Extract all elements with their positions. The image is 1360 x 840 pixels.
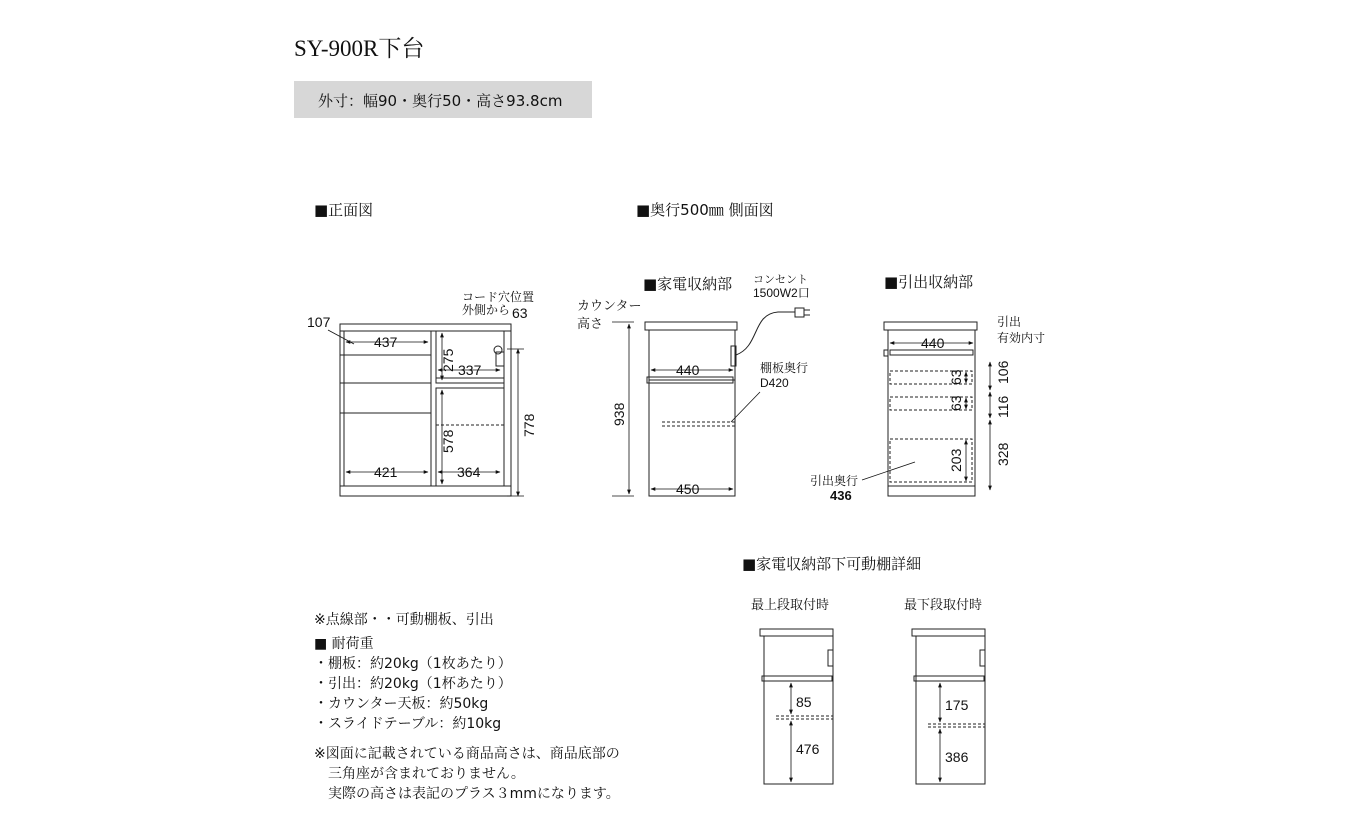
dim-778: 778	[521, 413, 537, 437]
dim-275: 275	[440, 348, 456, 372]
drawer-labels	[810, 314, 1045, 503]
shelf-detail-bottom-labels	[945, 697, 969, 765]
dim-450: 450	[676, 481, 700, 497]
drawer-section-heading: ■引出収納部	[884, 273, 974, 291]
drawer-depth-label: 引出奥行	[810, 474, 859, 488]
outlet-label: コンセント	[753, 274, 808, 286]
load-heading: ■ 耐荷重	[314, 636, 374, 652]
drawer-depth-value: 436	[830, 488, 852, 503]
dim-386: 386	[945, 749, 969, 765]
dim-440: 440	[921, 335, 945, 351]
outer-dimensions: 外寸：幅90・奥行50・高さ93.8cm	[318, 92, 563, 110]
dim-421: 421	[374, 464, 398, 480]
front-dimension-labels	[307, 290, 537, 480]
dim-476: 476	[796, 741, 820, 757]
dim-63: 63	[948, 369, 964, 385]
front-cabinet-outline	[340, 324, 511, 496]
dim-337: 337	[458, 362, 482, 378]
dim-364: 364	[457, 464, 481, 480]
load-item: ・スライドテーブル：約10kg	[314, 716, 502, 732]
footnote-line: 実際の高さは表記のプラス３mmになります。	[314, 786, 620, 802]
dim-85: 85	[796, 694, 812, 710]
dim-578: 578	[440, 429, 456, 453]
dim-175: 175	[945, 697, 969, 713]
side-view-heading: ■奥行500㎜ 側面図	[636, 201, 774, 219]
front-view-drawing	[340, 324, 511, 496]
counter-height-label: 高さ	[577, 316, 604, 331]
front-view-heading: ■正面図	[314, 201, 374, 219]
cord-hole-label: コード穴位置	[462, 290, 535, 304]
dim-938: 938	[611, 402, 627, 426]
load-item: ・棚板：約20kg（1枚あたり）	[314, 656, 512, 672]
dim-107: 107	[307, 314, 331, 330]
drawer-dimension-lines	[862, 343, 990, 490]
footnote-line: 三角座が含まれておりません。	[314, 766, 525, 782]
dim-116: 116	[995, 395, 1011, 418]
load-item: ・引出：約20kg（1杯あたり）	[314, 676, 512, 692]
load-item: ・カウンター天板：約50kg	[314, 696, 489, 712]
dim-106: 106	[995, 360, 1011, 384]
dim-328: 328	[995, 442, 1011, 466]
outlet-label: 1500W2口	[753, 286, 810, 300]
counter-height-label: カウンター	[577, 298, 642, 313]
dotted-note: ※点線部・・可動棚板、引出	[314, 612, 494, 628]
footnote-line: ※図面に記載されている商品高さは、商品底部の	[314, 746, 620, 762]
dim-440: 440	[676, 362, 700, 378]
top-mount-label: 最上段取付時	[751, 598, 830, 613]
shelf-depth-label: D420	[760, 376, 789, 390]
dim-437: 437	[374, 334, 398, 350]
appliance-section-heading: ■家電収納部	[643, 275, 733, 293]
appliance-side-drawing	[645, 308, 810, 496]
bottom-mount-label: 最下段取付時	[904, 598, 983, 613]
shelf-detail-heading: ■家電収納部下可動棚詳細	[742, 555, 922, 573]
shelf-detail-top-labels	[796, 694, 820, 757]
page-title: SY-900R下台	[294, 36, 425, 61]
appliance-dimension-lines	[612, 322, 760, 496]
dim-203: 203	[948, 448, 964, 472]
effective-size-label: 引出	[997, 315, 1022, 329]
cord-hole-label: 外側から	[462, 303, 511, 317]
dim-63: 63	[512, 305, 528, 321]
effective-size-label: 有効内寸	[997, 331, 1046, 345]
appliance-labels	[577, 274, 810, 497]
shelf-depth-label: 棚板奥行	[760, 361, 809, 375]
dim-63: 63	[948, 395, 964, 411]
